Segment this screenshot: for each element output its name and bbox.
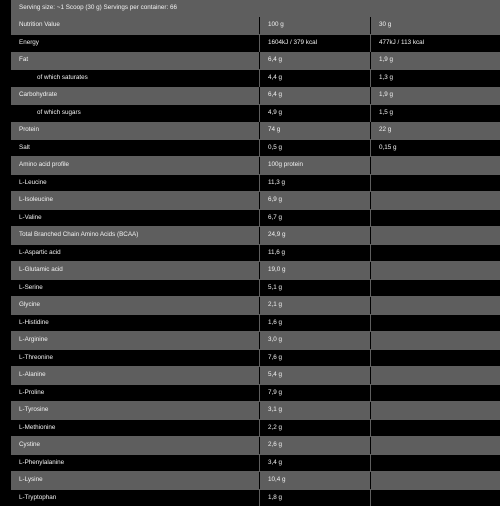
table-row bbox=[11, 175, 500, 192]
column-divider bbox=[370, 472, 371, 489]
value-per-100g: 10,4 g bbox=[268, 476, 286, 484]
column-divider bbox=[259, 420, 260, 437]
row-label: L-Proline bbox=[19, 388, 45, 396]
column-divider bbox=[259, 472, 260, 489]
column-divider bbox=[370, 122, 371, 139]
column-divider bbox=[370, 140, 371, 157]
row-label: Total Branched Chain Amino Acids (BCAA) bbox=[19, 231, 139, 239]
table-row bbox=[11, 472, 500, 489]
column-divider bbox=[259, 192, 260, 209]
column-divider bbox=[259, 455, 260, 472]
value-per-100g: 1,8 g bbox=[268, 493, 283, 501]
table-row bbox=[11, 385, 500, 402]
value-per-100g: 6,4 g bbox=[268, 56, 283, 64]
table-row bbox=[11, 297, 500, 314]
row-label: Salt bbox=[19, 143, 30, 151]
row-label: Nutrition Value bbox=[19, 21, 60, 29]
column-divider bbox=[259, 437, 260, 454]
row-label: L-Threonine bbox=[19, 353, 53, 361]
column-divider bbox=[370, 227, 371, 244]
value-per-100g: 2,1 g bbox=[268, 301, 283, 309]
column-divider bbox=[259, 157, 260, 174]
row-label: Cystine bbox=[19, 441, 40, 449]
table-row bbox=[11, 402, 500, 419]
value-per-100g: 4,4 g bbox=[268, 73, 283, 81]
column-divider bbox=[370, 210, 371, 227]
column-divider bbox=[259, 105, 260, 122]
column-divider bbox=[259, 227, 260, 244]
value-per-serving: 1,9 g bbox=[379, 91, 394, 99]
table-body bbox=[11, 17, 500, 506]
column-divider bbox=[370, 245, 371, 262]
column-divider bbox=[259, 70, 260, 87]
value-per-100g: 2,6 g bbox=[268, 441, 283, 449]
table-row bbox=[11, 210, 500, 227]
row-label: L-Valine bbox=[19, 213, 42, 221]
table-row bbox=[11, 420, 500, 437]
value-per-100g: 74 g bbox=[268, 126, 281, 134]
column-divider bbox=[370, 350, 371, 367]
row-label: L-Arginine bbox=[19, 336, 48, 344]
table-row bbox=[11, 140, 500, 157]
column-divider bbox=[259, 262, 260, 279]
value-per-100g: 7,9 g bbox=[268, 388, 283, 396]
column-divider bbox=[370, 87, 371, 104]
column-divider bbox=[370, 315, 371, 332]
table-row bbox=[11, 17, 500, 34]
value-per-100g: 4,9 g bbox=[268, 108, 283, 116]
table-row bbox=[11, 437, 500, 454]
column-divider bbox=[259, 350, 260, 367]
column-divider bbox=[370, 192, 371, 209]
table-row bbox=[11, 350, 500, 367]
nutrition-table bbox=[11, 0, 500, 500]
row-label: L-Lysine bbox=[19, 476, 43, 484]
column-divider bbox=[259, 210, 260, 227]
column-divider bbox=[259, 297, 260, 314]
row-label: L-Isoleucine bbox=[19, 196, 53, 204]
row-label: L-Serine bbox=[19, 283, 43, 291]
value-per-serving: 22 g bbox=[379, 126, 392, 134]
value-per-100g: 1,6 g bbox=[268, 318, 283, 326]
table-row bbox=[11, 35, 500, 52]
row-label: Carbohydrate bbox=[19, 91, 58, 99]
value-per-100g: 0,5 g bbox=[268, 143, 283, 151]
column-divider bbox=[370, 455, 371, 472]
table-row bbox=[11, 87, 500, 104]
row-label: of which sugars bbox=[37, 108, 81, 116]
row-label: Glycine bbox=[19, 301, 40, 309]
column-divider bbox=[259, 367, 260, 384]
column-divider bbox=[370, 280, 371, 297]
column-divider bbox=[370, 490, 371, 506]
column-divider bbox=[370, 17, 371, 34]
table-row bbox=[11, 70, 500, 87]
value-per-100g: 100g protein bbox=[268, 161, 304, 169]
column-divider bbox=[370, 332, 371, 349]
value-per-serving: 30 g bbox=[379, 21, 392, 29]
row-label: L-Tyrosine bbox=[19, 406, 49, 414]
value-per-100g: 6,4 g bbox=[268, 91, 283, 99]
table-row bbox=[11, 367, 500, 384]
column-divider bbox=[370, 70, 371, 87]
value-per-100g: 19,0 g bbox=[268, 266, 286, 274]
table-row bbox=[11, 192, 500, 209]
row-label: L-Alanine bbox=[19, 371, 46, 379]
value-per-100g: 6,9 g bbox=[268, 196, 283, 204]
column-divider bbox=[259, 385, 260, 402]
table-row bbox=[11, 280, 500, 297]
column-divider bbox=[370, 297, 371, 314]
column-divider bbox=[259, 315, 260, 332]
value-per-100g: 2,2 g bbox=[268, 423, 283, 431]
row-label: L-Histidine bbox=[19, 318, 49, 326]
table-row bbox=[11, 105, 500, 122]
column-divider bbox=[370, 52, 371, 69]
value-per-serving: 477kJ / 113 kcal bbox=[379, 38, 425, 46]
row-label: L-Glutamic acid bbox=[19, 266, 63, 274]
value-per-100g: 3,0 g bbox=[268, 336, 283, 344]
row-label: Fat bbox=[19, 56, 29, 64]
value-per-serving: 1,5 g bbox=[379, 108, 394, 116]
table-row bbox=[11, 332, 500, 349]
column-divider bbox=[259, 280, 260, 297]
table-row bbox=[11, 262, 500, 279]
column-divider bbox=[259, 17, 260, 34]
row-label: L-Aspartic acid bbox=[19, 248, 61, 256]
serving-size-row bbox=[11, 0, 500, 17]
value-per-100g: 5,4 g bbox=[268, 371, 283, 379]
column-divider bbox=[259, 332, 260, 349]
column-divider bbox=[259, 402, 260, 419]
table-row bbox=[11, 122, 500, 139]
value-per-100g: 3,1 g bbox=[268, 406, 283, 414]
column-divider bbox=[259, 490, 260, 506]
value-per-100g: 11,3 g bbox=[268, 178, 286, 186]
row-label: L-Tryptophan bbox=[19, 493, 57, 501]
row-label: L-Methionine bbox=[19, 423, 56, 431]
row-label: Energy bbox=[19, 38, 39, 46]
column-divider bbox=[370, 367, 371, 384]
column-divider bbox=[259, 122, 260, 139]
serving-size-text: Serving size: ~1 Scoop (30 g) Servings per container: 66 bbox=[19, 4, 178, 11]
row-label: L-Phenylalanine bbox=[19, 458, 65, 466]
value-per-100g: 5,1 g bbox=[268, 283, 283, 291]
table-row bbox=[11, 315, 500, 332]
value-per-serving: 1,3 g bbox=[379, 73, 394, 81]
row-label: L-Leucine bbox=[19, 178, 47, 186]
value-per-100g: 100 g bbox=[268, 21, 284, 29]
value-per-100g: 24,9 g bbox=[268, 231, 286, 239]
value-per-100g: 11,6 g bbox=[268, 248, 286, 256]
table-row bbox=[11, 157, 500, 174]
value-per-100g: 3,4 g bbox=[268, 458, 283, 466]
row-label: of which saturates bbox=[37, 73, 88, 81]
value-per-100g: 1604kJ / 379 kcal bbox=[268, 38, 318, 46]
value-per-100g: 7,6 g bbox=[268, 353, 283, 361]
row-label: Protein bbox=[19, 126, 39, 134]
column-divider bbox=[370, 262, 371, 279]
table-row bbox=[11, 245, 500, 262]
row-label: Amino acid profile bbox=[19, 161, 70, 169]
column-divider bbox=[370, 420, 371, 437]
value-per-serving: 0,15 g bbox=[379, 143, 397, 151]
table-row bbox=[11, 227, 500, 244]
column-divider bbox=[370, 402, 371, 419]
table-row bbox=[11, 490, 500, 506]
table-row bbox=[11, 52, 500, 69]
column-divider bbox=[370, 35, 371, 52]
column-divider bbox=[259, 245, 260, 262]
value-per-100g: 6,7 g bbox=[268, 213, 283, 221]
column-divider bbox=[259, 87, 260, 104]
column-divider bbox=[259, 175, 260, 192]
column-divider bbox=[370, 157, 371, 174]
column-divider bbox=[259, 140, 260, 157]
column-divider bbox=[259, 35, 260, 52]
column-divider bbox=[370, 437, 371, 454]
column-divider bbox=[370, 175, 371, 192]
column-divider bbox=[370, 105, 371, 122]
column-divider bbox=[259, 52, 260, 69]
table-row bbox=[11, 455, 500, 472]
column-divider bbox=[370, 385, 371, 402]
value-per-serving: 1,9 g bbox=[379, 56, 394, 64]
